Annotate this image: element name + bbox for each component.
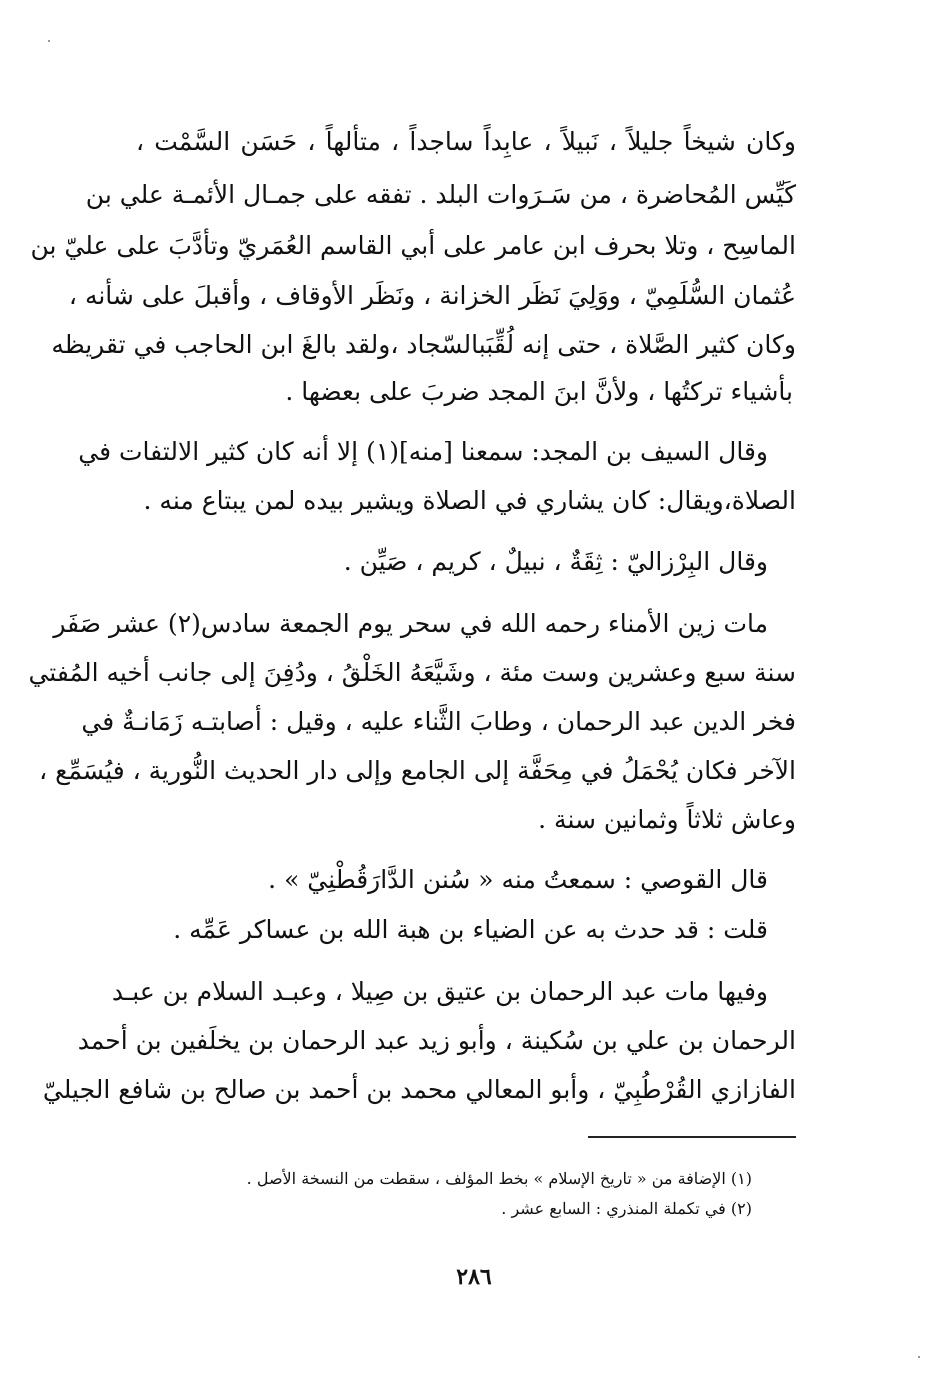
text-line: الصلاة،ويقال: كان يشاري في الصلاة ويشير بيده لمن يبتاع منه . (143, 486, 796, 515)
text-line: بأشياء تركتُها ، ولأنَّ ابنَ المجد ضربَ على بعضها . (285, 377, 793, 406)
text-line: كَيِّس المُحاضرة ، من سَـرَوات البلد . تفقه على جمـال الأئمـة علي بن (85, 180, 796, 209)
text-line: وعاش ثلاثاً وثمانين سنة . (538, 805, 796, 834)
text-line: وقال البِرْزاليّ : ثِقَةٌ ، نبيلٌ ، كريم ، صَيِّن . (343, 547, 768, 576)
page-number: ٢٨٦ (456, 1264, 492, 1290)
text-line: الماسِح ، وتلا بحرف ابن عامر على أبي القاسم العُمَريّ وتأدَّبَ على عليّ بن (30, 231, 796, 260)
footnote-separator (588, 1136, 796, 1138)
footnote: (١) الإضافة من « تاريخ الإسلام » بخط المؤلف ، سقطت من النسخة الأصل . (246, 1169, 752, 1188)
text-line: قلت : قد حدث به عن الضياء بن هبة الله بن عساكر عَمِّه . (173, 915, 768, 944)
text-line: مات زين الأمناء رحمه الله في سحر يوم الجمعة سادس(٢) عشر صَفَر (53, 609, 768, 638)
text-line: الفازازي القُرْطُبِيّ ، وأبو المعالي محمد بن أحمد بن صالح بن شافع الجيليّ (42, 1075, 796, 1104)
text-line: قال القوصي : سمعتُ منه « سُنن الدَّارَقُطْنِيّ » . (268, 865, 768, 894)
text-line: سنة سبع وعشرين وست مئة ، وشَيَّعَهُ الخَلْقُ ، ودُفِنَ إلى جانب أخيه المُفتي (28, 658, 796, 687)
scan-speck (918, 1356, 920, 1358)
footnote: (٢) في تكملة المنذري : السابع عشر . (501, 1199, 752, 1218)
text-line: وفيها مات عبد الرحمان بن عتيق بن صِيلا ، وعبـد السلام بن عبـد (111, 977, 768, 1006)
text-line: وقال السيف بن المجد: سمعنا [منه](١) إلا أنه كان كثير الالتفات في (78, 437, 768, 466)
text-line: عُثمان السُّلَمِيّ ، ووَلِيَ نَظَر الخزانة ، ونَظَر الأوقاف ، وأقبلَ على شأنه ، (68, 281, 796, 310)
scan-speck (48, 40, 50, 42)
text-line: فخر الدين عبد الرحمان ، وطابَ الثَّناء عليه ، وقيل : أصابتـه زَمَانـةٌ في (81, 707, 796, 736)
text-line: وكان كثير الصَّلاة ، حتى إنه لُقِّبَبالسّجاد ،ولقد بالغَ ابن الحاجب في تقريظه (51, 330, 796, 359)
text-line: الآخر فكان يُحْمَلُ في مِحَفَّة إلى الجامع وإلى دار الحديث النُّورية ، فيُسَمِّع ، (39, 756, 796, 785)
text-line: الرحمان بن علي بن سُكينة ، وأبو زيد عبد الرحمان بن يخلَفين بن أحمد (77, 1026, 796, 1055)
text-line: وكان شيخاً جليلاً ، نَبيلاً ، عابِداً ساجداً ، متألهاً ، حَسَن السَّمْت ، (136, 127, 796, 156)
